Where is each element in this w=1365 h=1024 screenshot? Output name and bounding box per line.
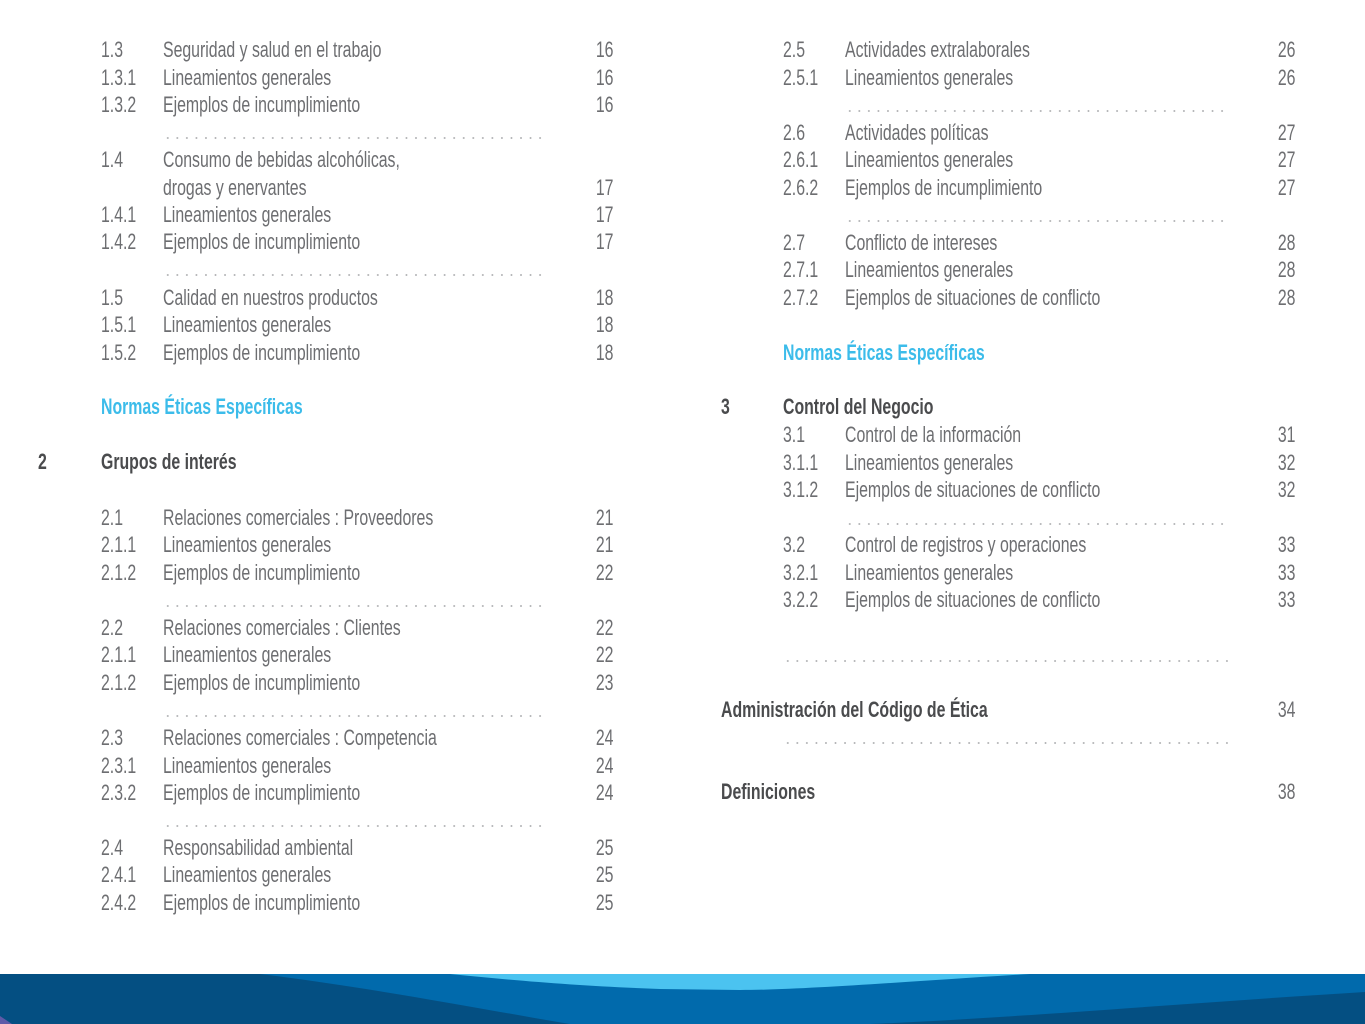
entry-number: 3.2.1 xyxy=(783,560,819,585)
toc-entry[interactable] xyxy=(783,36,1295,64)
entry-number: 2.1 xyxy=(101,505,124,530)
dotted-divider xyxy=(783,742,1233,744)
chapter-number: 3 xyxy=(721,394,730,419)
entry-page: 22 xyxy=(595,642,613,667)
entry-page: 31 xyxy=(1277,422,1295,447)
entry-page: 22 xyxy=(595,615,613,640)
entry-label: Calidad en nuestros productos xyxy=(163,285,378,310)
entry-label: Relaciones comerciales : Competencia xyxy=(163,725,437,750)
entry-number: 2.7 xyxy=(783,230,806,255)
entry-number: 2.3 xyxy=(101,725,124,750)
entry-page: 25 xyxy=(595,835,613,860)
entry-label: Lineamientos generales xyxy=(845,560,1014,585)
chapter-number: 2 xyxy=(38,449,47,474)
entry-number: 2.1.2 xyxy=(101,560,137,585)
entry-number: 2.1.1 xyxy=(101,532,137,557)
entry-page: 34 xyxy=(1277,697,1295,722)
entry-page: 33 xyxy=(1277,532,1295,557)
entry-number: 1.4.2 xyxy=(101,229,137,254)
entry-page: 25 xyxy=(595,890,613,915)
toc-entry-admin[interactable] xyxy=(721,696,1295,724)
entry-page: 18 xyxy=(595,285,613,310)
section-title xyxy=(783,339,1295,367)
entry-label: Lineamientos generales xyxy=(845,450,1014,475)
entry-label: Relaciones comerciales : Proveedores xyxy=(163,505,434,530)
entry-number: 2.5 xyxy=(783,37,806,62)
entry-number: 2.6 xyxy=(783,120,806,145)
toc-entry[interactable] xyxy=(783,284,1295,312)
entry-page: 17 xyxy=(595,229,613,254)
entry-number: 3.1 xyxy=(783,422,806,447)
toc-entry[interactable] xyxy=(783,586,1295,614)
entry-label: Ejemplos de incumplimiento xyxy=(845,175,1043,200)
entry-label: Definiciones xyxy=(721,779,816,804)
entry-label: Ejemplos de situaciones de conflicto xyxy=(845,477,1101,502)
entry-number: 2.4.2 xyxy=(101,890,137,915)
toc-entry[interactable] xyxy=(783,449,1295,477)
entry-number: 1.5 xyxy=(101,285,124,310)
entry-number: 2.4 xyxy=(101,835,124,860)
toc-entry[interactable] xyxy=(783,421,1295,449)
entry-label: Lineamientos generales xyxy=(163,642,332,667)
entry-page: 28 xyxy=(1277,285,1295,310)
entry-number: 3.2.2 xyxy=(783,587,819,612)
entry-page: 28 xyxy=(1277,257,1295,282)
entry-label: Ejemplos de incumplimiento xyxy=(163,780,361,805)
entry-page: 24 xyxy=(595,725,613,750)
toc-entry[interactable] xyxy=(783,559,1295,587)
toc-entry[interactable] xyxy=(783,174,1295,202)
entry-page: 16 xyxy=(595,37,613,62)
entry-label: Control de registros y operaciones xyxy=(845,532,1087,557)
entry-number: 2.4.1 xyxy=(101,862,137,887)
dotted-divider xyxy=(845,110,1229,112)
entry-page: 33 xyxy=(1277,587,1295,612)
toc-entry[interactable] xyxy=(783,256,1295,284)
section-title-text: Normas Éticas Específicas xyxy=(101,394,303,419)
entry-label: Lineamientos generales xyxy=(163,532,332,557)
entry-number: 2.6.1 xyxy=(783,147,819,172)
entry-page: 28 xyxy=(1277,230,1295,255)
entry-page: 27 xyxy=(1277,147,1295,172)
entry-number: 2.7.2 xyxy=(783,285,819,310)
entry-label: Actividades extralaborales xyxy=(845,37,1030,62)
entry-page: 24 xyxy=(595,780,613,805)
toc-entry[interactable] xyxy=(783,476,1295,504)
entry-number: 2.7.1 xyxy=(783,257,819,282)
entry-label: Lineamientos generales xyxy=(163,753,332,778)
entry-number: 1.3 xyxy=(101,37,124,62)
chapter-title: Grupos de interés xyxy=(101,449,237,474)
entry-page: 16 xyxy=(595,65,613,90)
dotted-divider xyxy=(845,220,1229,222)
entry-number: 2.2 xyxy=(101,615,124,640)
entry-page: 33 xyxy=(1277,560,1295,585)
toc-entry[interactable] xyxy=(783,64,1295,92)
entry-number: 2.3.1 xyxy=(101,753,137,778)
entry-label-line2: drogas y enervantes xyxy=(163,175,307,200)
entry-page: 16 xyxy=(595,92,613,117)
section-title-text: Normas Éticas Específicas xyxy=(783,340,985,365)
entry-page: 22 xyxy=(595,560,613,585)
entry-number: 3.1.1 xyxy=(783,450,819,475)
entry-label: Lineamientos generales xyxy=(845,147,1014,172)
entry-page: 38 xyxy=(1277,779,1295,804)
toc-entry[interactable] xyxy=(783,229,1295,257)
entry-page: 25 xyxy=(595,862,613,887)
entry-label: Conflicto de intereses xyxy=(845,230,998,255)
entry-label: Lineamientos generales xyxy=(163,862,332,887)
entry-label: Ejemplos de incumplimiento xyxy=(163,229,361,254)
chapter-heading[interactable] xyxy=(721,393,1295,421)
entry-label: Seguridad y salud en el trabajo xyxy=(163,37,382,62)
entry-label: Lineamientos generales xyxy=(163,202,332,227)
toc-entry[interactable] xyxy=(783,119,1295,147)
entry-page: 18 xyxy=(595,312,613,337)
entry-page: 23 xyxy=(595,670,613,695)
entry-page: 17 xyxy=(595,175,613,200)
entry-label: Actividades políticas xyxy=(845,120,989,145)
entry-page: 17 xyxy=(595,202,613,227)
entry-label: Ejemplos de incumplimiento xyxy=(163,890,361,915)
entry-label: Ejemplos de situaciones de conflicto xyxy=(845,587,1101,612)
entry-page: 32 xyxy=(1277,450,1295,475)
entry-label: Lineamientos generales xyxy=(163,312,332,337)
entry-page: 21 xyxy=(595,505,613,530)
entry-label: Ejemplos de incumplimiento xyxy=(163,340,361,365)
entry-label: Responsabilidad ambiental xyxy=(163,835,354,860)
entry-number: 3.1.2 xyxy=(783,477,819,502)
entry-label: Ejemplos de incumplimiento xyxy=(163,670,361,695)
entry-label: Ejemplos de situaciones de conflicto xyxy=(845,285,1101,310)
dotted-divider xyxy=(783,660,1233,662)
entry-page: 26 xyxy=(1277,37,1295,62)
entry-label: Ejemplos de incumplimiento xyxy=(163,560,361,585)
entry-number: 2.3.2 xyxy=(101,780,137,805)
entry-page: 27 xyxy=(1277,175,1295,200)
entry-label: Control de la información xyxy=(845,422,1022,447)
entry-label: Lineamientos generales xyxy=(163,65,332,90)
entry-number: 2.1.1 xyxy=(101,642,137,667)
entry-label: Relaciones comerciales : Clientes xyxy=(163,615,401,640)
entry-number: 2.6.2 xyxy=(783,175,819,200)
entry-number: 1.5.2 xyxy=(101,340,137,365)
entry-label: Ejemplos de incumplimiento xyxy=(163,92,361,117)
entry-number: 1.5.1 xyxy=(101,312,137,337)
entry-page: 21 xyxy=(595,532,613,557)
entry-label: Lineamientos generales xyxy=(845,257,1014,282)
footer-wave-band xyxy=(0,974,1365,1024)
toc-entry[interactable] xyxy=(783,531,1295,559)
entry-label: Lineamientos generales xyxy=(845,65,1014,90)
dotted-divider xyxy=(845,523,1229,525)
entry-page: 27 xyxy=(1277,120,1295,145)
entry-number: 2.5.1 xyxy=(783,65,819,90)
entry-label: Administración del Código de Ética xyxy=(721,697,988,722)
toc-entry-definitions[interactable] xyxy=(721,778,1295,806)
entry-number: 1.4 xyxy=(101,147,124,172)
entry-number: 1.3.1 xyxy=(101,65,137,90)
toc-entry[interactable] xyxy=(783,146,1295,174)
chapter-title: Control del Negocio xyxy=(783,394,934,419)
entry-number: 1.4.1 xyxy=(101,202,137,227)
entry-number: 1.3.2 xyxy=(101,92,137,117)
entry-page: 18 xyxy=(595,340,613,365)
entry-label: Consumo de bebidas alcohólicas, xyxy=(163,147,400,172)
entry-number: 2.1.2 xyxy=(101,670,137,695)
entry-page: 32 xyxy=(1277,477,1295,502)
entry-number: 3.2 xyxy=(783,532,806,557)
entry-page: 26 xyxy=(1277,65,1295,90)
entry-page: 24 xyxy=(595,753,613,778)
